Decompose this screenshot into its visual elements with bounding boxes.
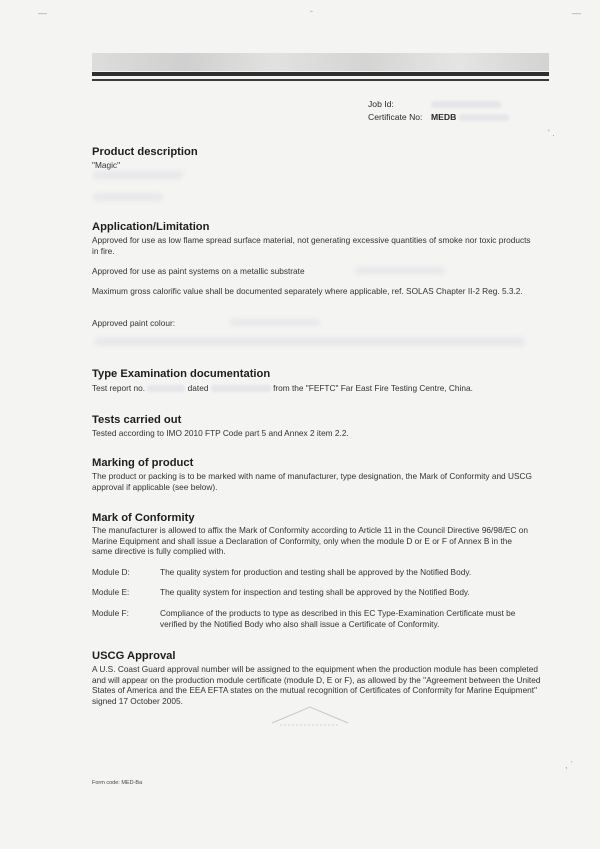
scan-artifact: , ˊ [565, 760, 573, 770]
heading-marking-of-product: Marking of product [92, 457, 194, 469]
module-f-label: Module F: [92, 608, 129, 618]
heading-application-limitation: Application/Limitation [92, 221, 210, 233]
faint-stamp [270, 705, 350, 729]
heading-uscg-approval: USCG Approval [92, 650, 176, 662]
application-para-2: Approved for use as paint systems on a metallic substrate [92, 266, 305, 276]
redacted-certificate-no [459, 114, 509, 121]
heading-type-examination: Type Examination documentation [92, 368, 271, 380]
uscg-text: A U.S. Coast Guard approval number will be assigned to the equipment when the production module has been completed and will appear on the production module certificate (module D, E or F), as allowed by the "Agreement between the United States of America and the EEA EFTA states on the mutual recognition of Certificates of Conformity for Marine Equipment" signed 17 October 2005. [92, 664, 541, 706]
tests-text: Tested according to IMO 2010 FTP Code part 5 and Annex 2 item 2.2. [92, 428, 349, 438]
module-d-label: Module D: [92, 567, 130, 577]
scan-artifact: - [310, 6, 313, 16]
header-rule-thick [92, 72, 549, 76]
redacted-header-band [92, 53, 549, 71]
heading-tests-carried-out: Tests carried out [92, 414, 182, 426]
approved-paint-colour: Approved paint colour: [92, 318, 176, 328]
product-name: "Magic" [92, 160, 121, 170]
redacted-text [93, 171, 183, 179]
redacted-job-id [431, 101, 501, 108]
application-para-1: Approved for use as low flame spread surface material, not generating excessive quantities of smoke nor toxic products in fire. [92, 235, 531, 256]
redacted-report-no [147, 385, 185, 392]
redacted-text [230, 319, 320, 326]
redacted-text [95, 337, 525, 346]
scan-artifact: — [572, 8, 581, 18]
from-text: from the "FEFTC" Far East Fire Testing Centre, China. [273, 383, 473, 393]
heading-mark-of-conformity: Mark of Conformity [92, 512, 195, 524]
dated-label: dated [187, 383, 209, 393]
form-code: Form code: MED-Ba [92, 780, 143, 786]
redacted-date [211, 385, 271, 392]
module-f-text: Compliance of the products to type as described in this EC Type-Examination Certificate must be verified by the Notified Body who also shall issue a Certificate of Conformity. [160, 608, 516, 629]
test-report-label: Test report no. [92, 383, 146, 393]
module-d-text: The quality system for production and testing shall be approved by the Notified Body. [160, 567, 472, 577]
redacted-text [355, 267, 445, 274]
heading-product-description: Product description [92, 146, 198, 158]
conformity-text: The manufacturer is allowed to affix the Mark of Conformity according to Article 11 in the Council Directive 96/98/EC on Marine Equipment and shall issue a Declaration of Conformity, only when the module D or E or F of Annex B in the same directive is fully complied with. [92, 525, 528, 557]
header-rule-thin [92, 79, 549, 81]
module-e-label: Module E: [92, 587, 130, 597]
certificate-no-label: Certificate No: [368, 112, 423, 122]
job-id-label: Job Id: [368, 99, 394, 109]
scan-artifact: ' . [548, 128, 555, 138]
scan-artifact: — [38, 8, 47, 18]
application-para-3: Maximum gross calorific value shall be documented separately where applicable, ref. SOLAS Chapter II-2 Reg. 5.3.2. [92, 286, 523, 296]
marking-text: The product or packing is to be marked with name of manufacturer, type designation, the Mark of Conformity and USCG approval if applicable (see below). [92, 471, 532, 492]
certificate-no-value: MEDB [431, 112, 457, 122]
redacted-text [93, 193, 163, 201]
job-id-block [368, 98, 509, 124]
type-exam-text [92, 383, 552, 394]
module-e-text: The quality system for inspection and testing shall be approved by the Notified Body. [160, 587, 470, 597]
